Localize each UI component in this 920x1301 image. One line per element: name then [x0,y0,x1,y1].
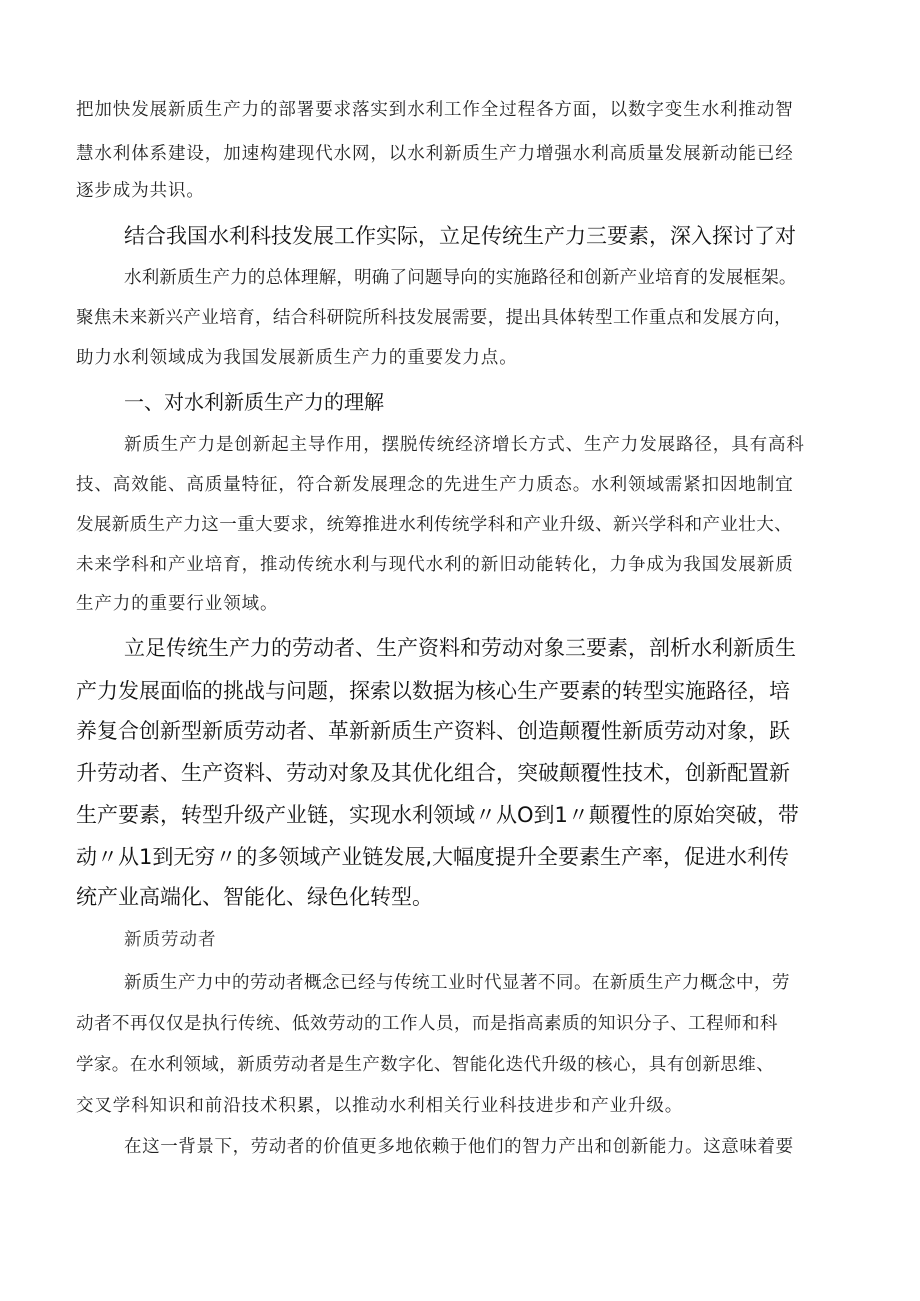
laborer-line: 学家。在水利领域，新质劳动者是生产数字化、智能化迭代升级的核心，具有创新思维、 [76,1055,775,1075]
laborer-line: 交叉学科知识和前沿技术积累，以推动水利相关行业科技进步和产业升级。 [76,1096,684,1116]
intro-line: 把加快发展新质生产力的部署要求落实到水利工作全过程各方面，以数字变生水利推动智 [76,100,794,120]
laborer-line: 动者不再仅仅是执行传统、低效劳动的工作人员，而是指高素质的知识分子、工程师和科 [76,1014,778,1034]
elements-line: 动〃从1到无穷〃的多领域产业链发展,大幅度提升全要素生产率，促进水利传 [76,845,790,869]
understanding-line: 生产力的重要行业领域。 [76,594,279,614]
summary-line: 聚焦未来新兴产业培育，结合科研院所科技发展需要，提出具体转型工作重点和发展方向， [76,308,792,328]
subheading: 新质劳动者 [124,930,217,950]
summary-line: 助力水利领域成为我国发展新质生产力的重要发力点。 [76,348,518,368]
intro-line: 慧水利体系建设，加速构建现代水网，以水利新质生产力增强水利高质量发展新动能已经 [76,144,794,164]
elements-line: 统产业高端化、智能化、绿色化转型。 [76,885,433,909]
elements-line: 立足传统生产力的劳动者、生产资料和劳动对象三要素，剖析水利新质生 [124,636,796,660]
closing-line: 在这一背景下，劳动者的价值更多地依赖于他们的智力产出和创新能力。这意味着要 [124,1137,794,1157]
summary-line: 水利新质生产力的总体理解，明确了问题导向的实施路径和创新产业培育的发展框架。 [124,268,797,288]
understanding-line: 发展新质生产力这一重大要求，统筹推进水利传统学科和产业升级、新兴学科和产业壮大、 [76,515,792,535]
elements-line: 生产要素，转型升级产业链，实现水利领域〃从O到1〃颠覆性的原始突破，带 [76,803,799,827]
laborer-line: 新质生产力中的劳动者概念已经与传统工业时代显著不同。在新质生产力概念中，劳 [124,973,790,993]
elements-line: 升劳动者、生产资料、劳动对象及其优化组合，突破颠覆性技术，创新配置新 [76,761,790,785]
elements-line: 养复合创新型新质劳动者、革新新质生产资料、创造颠覆性新质劳动对象，跃 [76,719,790,743]
section-heading: 一、对水利新质生产力的理解 [124,390,384,414]
summary-line-bold: 结合我国水利科技发展工作实际，立足传统生产力三要素，深入探讨了对 [124,224,796,248]
understanding-line: 未来学科和产业培育，推动传统水利与现代水利的新旧动能转化，力争成为我国发展新质 [76,555,794,575]
intro-line: 逐步成为共识。 [76,181,205,201]
understanding-line: 技、高效能、高质量特征，符合新发展理念的先进生产力质态。水利领域需紧扣因地制宜 [76,475,794,495]
elements-line: 产力发展面临的挑战与问题，探索以数据为核心生产要素的转型实施路径，培 [76,679,790,703]
understanding-line: 新质生产力是创新起主导作用，摆脱传统经济增长方式、生产力发展路径，具有高科 [124,435,805,455]
